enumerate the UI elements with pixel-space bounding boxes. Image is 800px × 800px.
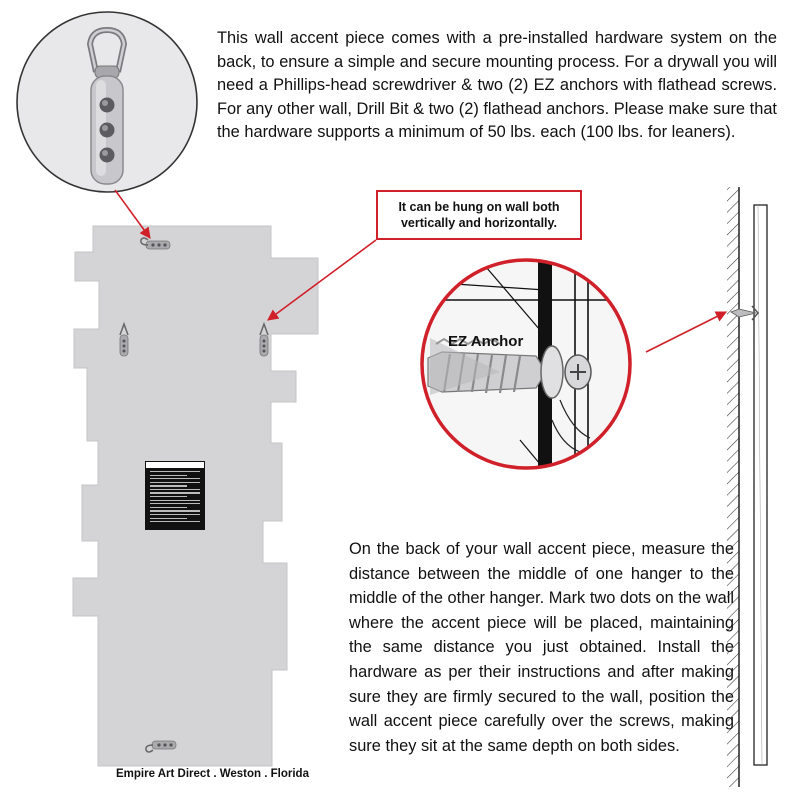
steps-paragraph: On the back of your wall accent piece, measure the distance between the middle of one hanger to the middle of the other hanger. Mark two dots on the wall where the accent piece will be placed, maintaining the same distance you just obtained. Install the hardware as per their instructions and after making sure they are firmly secured to the wall, position the wall accent piece carefully over the screws, making sure they sit at the same depth on both sides. bbox=[349, 540, 734, 755]
ez-anchor-label: EZ Anchor bbox=[448, 333, 524, 350]
intro-paragraph: This wall accent piece comes with a pre-installed hardware system on the back, to ensure a simple and secure mounting process. For a drywall you will need a Phillips-head screwdriver & two (2) EZ anchors with flathead screws. For any other wall, Drill Bit & two (2) flathead anchors. Please make sure that the hardware supports a minimum of 50 lbs. each (100 lbs. for leaners). bbox=[217, 29, 777, 141]
company-footer: Empire Art Direct . Weston . Florida bbox=[116, 768, 309, 780]
anchor-magnifier bbox=[420, 258, 632, 470]
hanger-magnifier bbox=[15, 10, 205, 200]
callout-line-1: It can be hung on wall both bbox=[398, 200, 560, 214]
orientation-callout bbox=[376, 190, 582, 240]
mounting-instructions-sticker bbox=[145, 461, 205, 530]
callout-line-2: vertically and horizontally. bbox=[400, 216, 558, 230]
